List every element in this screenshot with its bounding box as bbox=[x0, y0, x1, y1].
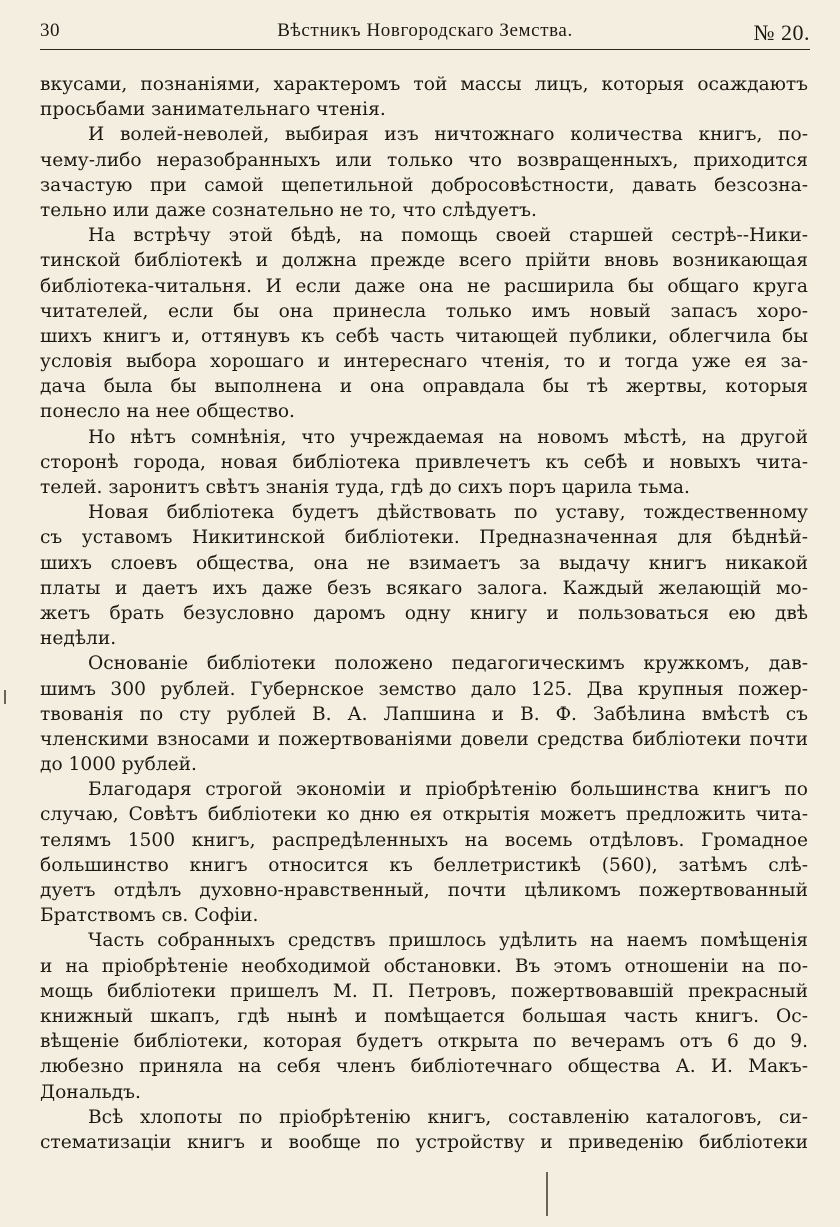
paragraph bbox=[40, 122, 808, 223]
text-line: любезно приняла на себя членъ библіотечнаго общества А. И. Макъ- bbox=[40, 1056, 808, 1078]
text-line: членскими взносами и пожертвованіями довели средства библіотеки почти bbox=[40, 728, 808, 750]
text-line: На встрѣчу этой бѣдѣ, на помощь своей старшей сестрѣ--Ники- bbox=[88, 225, 808, 247]
text-line: вкусами, познаніями, характеромъ той массы лицъ, которыя осаждаютъ bbox=[40, 74, 808, 95]
text-line: большинство книгъ относится къ беллетристикѣ (560), затѣмъ слѣ- bbox=[40, 854, 808, 876]
text-line: съ уставомъ Никитинской библіотеки. Предназначенная для бѣднѣй- bbox=[40, 527, 808, 549]
text-line: Новая библіотека будетъ дѣйствовать по уставу, тождественному bbox=[88, 502, 808, 524]
text-line: тинской библіотекѣ и должна прежде всего прійти вновь возникающая bbox=[40, 250, 808, 272]
header-rule bbox=[40, 49, 810, 50]
text-line: шихъ слоевъ общества, она не взимаетъ за выдачу книгъ никакой bbox=[40, 552, 808, 574]
text-line: и на пріобрѣтеніе необходимой обстановки. Въ этомъ отношеніи на по- bbox=[40, 955, 808, 977]
text-line: мощь библіотеки пришелъ М. П. Петровъ, пожертвовавшій прекрасный bbox=[40, 980, 808, 1002]
text-line: Но нѣтъ сомнѣнія, что учреждаемая на новомъ мѣстѣ, на другой bbox=[88, 426, 808, 448]
margin-mark bbox=[4, 690, 6, 704]
text-line: условія выбора хорошаго и интереснаго чтенія, то и тогда уже ея за- bbox=[40, 351, 808, 373]
text-line: случаю, Совѣтъ библіотеки ко дню ея открытія можетъ предложить чита- bbox=[40, 804, 808, 826]
text-line: дача была бы выполнена и она оправдала бы тѣ жертвы, которыя bbox=[40, 376, 808, 398]
text-line: читателей, если бы она принесла только имъ новый запасъ хоро- bbox=[40, 300, 808, 322]
text-line: Дональдъ. bbox=[40, 1081, 141, 1103]
text-line: шимъ 300 рублей. Губернское земство дало 125. Два крупныя пожер- bbox=[40, 678, 808, 700]
paragraph bbox=[40, 1105, 808, 1155]
text-line: Братствомъ св. Софіи. bbox=[40, 905, 259, 927]
text-line: платы и даетъ ихъ даже безъ всякаго залога. Каждый желающій мо- bbox=[40, 577, 808, 599]
text-line: телямъ 1500 книгъ, распредѣленныхъ на восемь отдѣловъ. Громадное bbox=[40, 829, 808, 851]
running-header bbox=[40, 20, 810, 50]
paragraph bbox=[40, 777, 808, 928]
text-line: Всѣ хлопоты по пріобрѣтенію книгъ, составленію каталоговъ, си- bbox=[88, 1106, 808, 1128]
text-line: твованія по сту рублей В. А. Лапшина и В. Ф. Забѣлина вмѣстѣ съ bbox=[40, 703, 808, 725]
text-line: дуетъ отдѣлъ духовно-нравственный, почти цѣликомъ пожертвованный bbox=[40, 880, 808, 901]
text-line: Основаніе библіотеки положено педагогическимъ кружкомъ, дав- bbox=[88, 653, 808, 675]
paragraph bbox=[40, 223, 808, 425]
paragraph bbox=[40, 500, 808, 651]
text-line: понесло на нее общество. bbox=[40, 401, 295, 423]
text-line: шихъ книгъ и, оттянувъ къ себѣ часть читающей публики, облегчила бы bbox=[40, 325, 808, 347]
text-line: до 1000 рублей. bbox=[40, 754, 197, 776]
text-line: телей. заронитъ свѣтъ знанія туда, гдѣ до сихъ поръ царила тьма. bbox=[40, 477, 690, 498]
print-mark bbox=[546, 1172, 548, 1216]
text-line: жетъ брать безусловно даромъ одну книгу и пользоваться ею двѣ bbox=[40, 602, 808, 624]
article-body bbox=[40, 72, 808, 1155]
paragraph bbox=[40, 72, 808, 122]
text-line: Благодаря строгой экономіи и пріобрѣтенію большинства книгъ по bbox=[88, 779, 808, 801]
text-line: И волей-неволей, выбирая изъ ничтожнаго количества книгъ, по- bbox=[88, 124, 808, 146]
text-line: вѣщеніе библіотеки, которая будетъ открыта по вечерамъ отъ 6 до 9. bbox=[40, 1031, 808, 1053]
text-line: библіотека-читальня. И если даже она не расширила бы общаго круга bbox=[40, 275, 808, 297]
text-line: тельно или даже сознательно не то, что слѣдуетъ. bbox=[40, 199, 537, 221]
paragraph bbox=[40, 651, 808, 777]
issue-number: № 20. bbox=[753, 20, 810, 45]
text-line: чему-либо неразобранныхъ или только что возвращенныхъ, приходится bbox=[40, 149, 808, 171]
text-line: книжный шкапъ, гдѣ нынѣ и помѣщается большая часть книгъ. Ос- bbox=[40, 1005, 808, 1027]
text-line: стематизаціи книгъ и вообще по устройству и приведенію библіотеки bbox=[40, 1131, 808, 1153]
paragraph bbox=[40, 928, 808, 1104]
text-line: просьбами занимательнаго чтенія. bbox=[40, 99, 386, 121]
text-line: недѣли. bbox=[40, 628, 117, 650]
text-line: зачастую при самой щепетильной добросовѣстности, давать безсозна- bbox=[40, 174, 808, 196]
page-number: 30 bbox=[40, 20, 60, 41]
journal-title: Вѣстникъ Новгородскаго Земства. bbox=[277, 20, 573, 41]
text-line: сторонѣ города, новая библіотека привлечетъ къ себѣ и новыхъ чита- bbox=[40, 451, 808, 473]
text-line: Часть собранныхъ средствъ пришлось удѣлить на наемъ помѣщенія bbox=[88, 930, 808, 952]
paragraph bbox=[40, 425, 808, 501]
